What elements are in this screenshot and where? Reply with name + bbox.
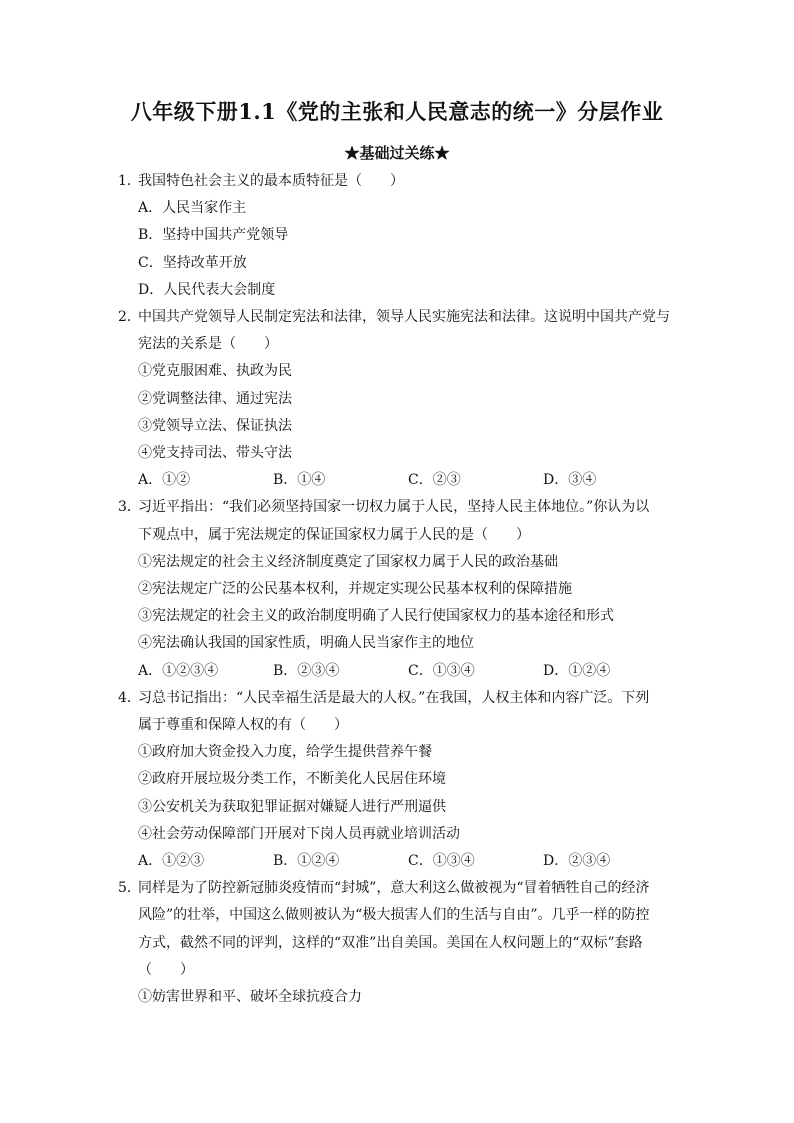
question-4-choices [118,848,678,875]
question-1-option-a: A．人民当家作主 [138,200,247,217]
question-4-item-3: ③公安机关为获取犯罪证据对嫌疑人进行严刑逼供 [138,798,446,815]
question-4-choice-d: D．②③④ [543,853,611,870]
question-3-stem: 3．习近平指出：“我们必须坚持国家一切权力属于人民，坚持人民主体地位。”你认为以 [118,499,650,516]
question-2-stem: 2．中国共产党领导人民制定宪法和法律，领导人民实施宪法和法律。这说明中国共产党与 [118,309,670,326]
document-title: 八年级下册1.1《党的主张和人民意志的统一》分层作业 [130,99,664,124]
question-5-item-1: ①妨害世界和平、破坏全球抗疫合力 [138,989,362,1006]
question-3-choices [118,658,678,685]
question-4-stem-cont: 属于尊重和保障人权的有（ ） [138,717,348,734]
question-4-item-2: ②政府开展垃圾分类工作，不断美化人民居住环境 [138,771,446,788]
question-4-choice-c: C．①③④ [408,853,475,870]
question-list [118,168,678,1011]
section-heading: ★基础过关练★ [344,144,450,162]
question-5-stem-cont-3: （ ） [138,961,194,978]
question-5-stem: 5．同样是为了防控新冠肺炎疫情而“封城”，意大利这么做被视为“冒着牺牲自己的经济 [118,880,650,897]
question-4-item-1: ①政府加大资金投入力度，给学生提供营养午餐 [138,744,432,761]
question-3-item-3: ③宪法规定的社会主义的政治制度明确了人民行使国家权力的基本途径和形式 [138,608,614,625]
question-1-option-d: D．人民代表大会制度 [138,281,276,298]
question-2-choice-d: D．③④ [543,472,597,489]
question-1-option-c: C．坚持改革开放 [138,254,247,271]
question-3-item-2: ②宪法规定广泛的公民基本权利，并规定实现公民基本权利的保障措施 [138,581,572,598]
question-3-choice-b: B．②③④ [273,662,340,679]
question-2-stem-cont: 宪法的关系是（ ） [138,336,278,353]
question-5-stem-cont-1: 风险”的壮举，中国这么做则被认为“极大损害人们的生活与自由”。几乎一样的防控 [138,907,650,924]
question-2-item-4: ④党支持司法、带头守法 [138,445,292,462]
question-1-stem: 1．我国特色社会主义的最本质特征是（ ） [118,173,404,189]
question-3-choice-c: C．①③④ [408,662,475,679]
question-2-choices [118,467,678,494]
question-3-choice-d: D．①②④ [543,662,611,679]
question-2-choice-a: A．①② [138,472,191,489]
question-2-choice-c: C．②③ [408,472,461,489]
question-3-item-1: ①宪法规定的社会主义经济制度奠定了国家权力属于人民的政治基础 [138,553,558,570]
question-1-option-b: B．坚持中国共产党领导 [138,227,289,244]
question-3-item-4: ④宪法确认我国的国家性质，明确人民当家作主的地位 [138,635,474,652]
question-4-stem: 4．习总书记指出：“人民幸福生活是最大的人权。”在我国，人权主体和内容广泛。下列 [118,689,650,706]
question-4-item-4: ④社会劳动保障部门开展对下岗人员再就业培训活动 [138,825,460,842]
question-2-choice-b: B．①④ [273,472,326,489]
question-4-choice-b: B．①②④ [273,853,340,870]
question-4-choice-a: A．①②③ [138,853,205,870]
question-2-item-2: ②党调整法律、通过宪法 [138,390,292,407]
question-2-item-1: ①党克服困难、执政为民 [138,363,292,380]
question-3-stem-cont: 下观点中，属于宪法规定的保证国家权力属于人民的是（ ） [138,526,530,543]
question-5-stem-cont-2: 方式，截然不同的评判，这样的“双准”出自美国。美国在人权问题上的“双标”套路 [138,934,643,951]
question-2-item-3: ③党领导立法、保证执法 [138,417,292,434]
question-3-choice-a: A．①②③④ [138,662,219,679]
